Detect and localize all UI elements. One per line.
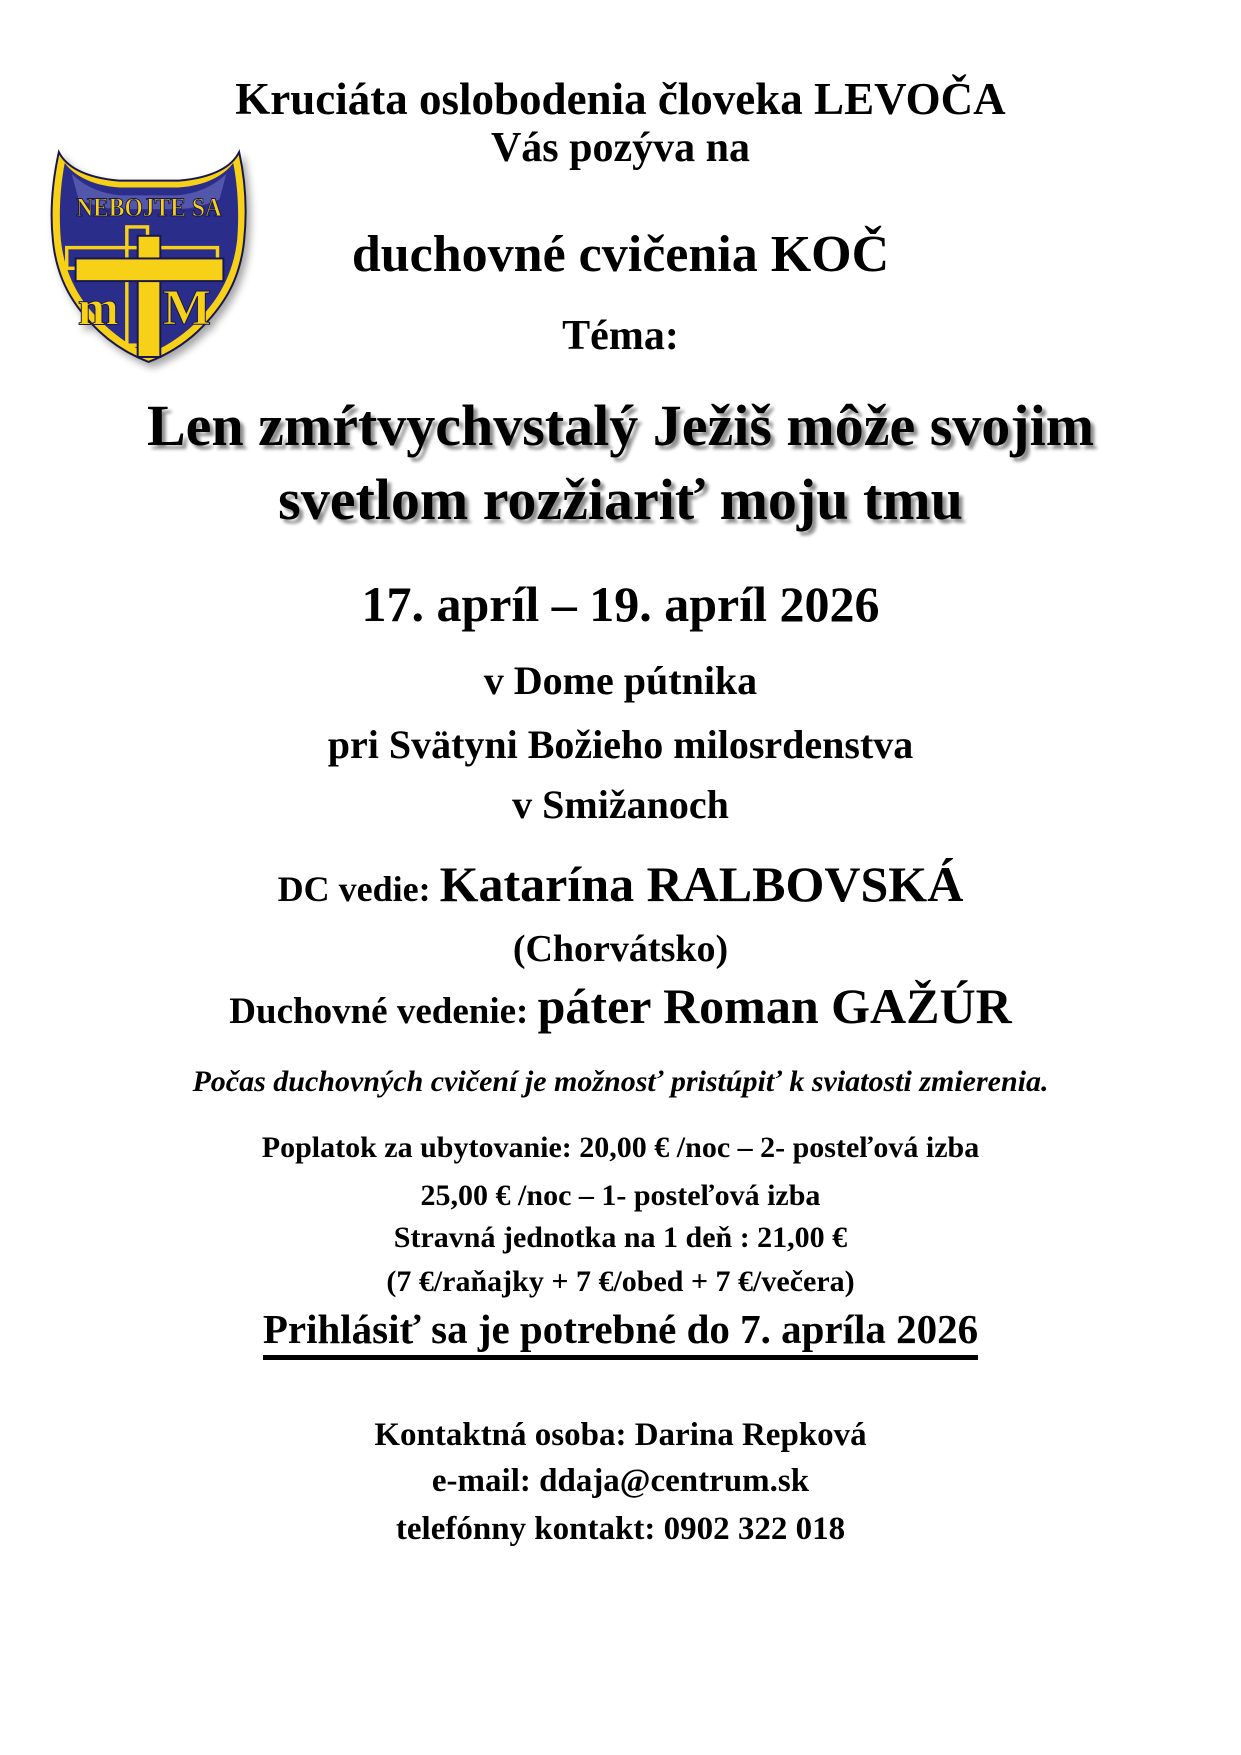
- price-line-3: Stravná jednotka na 1 deň : 21,00 €: [393, 1221, 848, 1254]
- spiritual-direction-line: [0, 980, 1241, 1033]
- spiritual-label: Duchovné vedenie:: [229, 991, 529, 1032]
- organization-title: Kruciáta oslobodenia človeka LEVOČA: [235, 74, 1006, 124]
- contact-phone: telefónny kontakt: 0902 322 018: [395, 1511, 846, 1547]
- leader-label: DC vedie:: [277, 869, 431, 909]
- contact-email: e-mail: ddaja@centrum.sk: [431, 1463, 810, 1499]
- leader-name: Katarína RALBOVSKÁ: [439, 856, 964, 912]
- event-dates: 17. apríl – 19. apríl 2026: [361, 576, 880, 632]
- theme-label: Téma:: [562, 313, 679, 359]
- leader-country: (Chorvátsko): [512, 928, 729, 970]
- theme-headline-line1: Len zmŕtvychvstalý Ježiš môže svojim: [146, 393, 1095, 458]
- venue-line-1: v Dome pútnika: [483, 658, 758, 703]
- venue-line-2: pri Svätyni Božieho milosrdenstva: [327, 722, 914, 767]
- registration-deadline-text: Prihlásiť sa je potrebné do 7. apríla 2026: [263, 1308, 978, 1360]
- registration-deadline: [0, 1308, 1241, 1360]
- price-line-1: Poplatok za ubytovanie: 20,00 € /noc – 2- posteľová izba: [261, 1131, 980, 1164]
- price-line-4: (7 €/raňajky + 7 €/obed + 7 €/večera): [386, 1265, 855, 1298]
- venue-line-3: v Smižanoch: [512, 782, 729, 827]
- event-title: duchovné cvičenia KOČ: [351, 226, 890, 283]
- logo-motto: NEBOJTE SA: [76, 192, 223, 223]
- logo-letter-m-capital: M: [162, 279, 212, 337]
- theme-headline-line2: svetlom rozžiariť moju tmu: [278, 467, 963, 532]
- spiritual-name: páter Roman GAŽÚR: [537, 978, 1012, 1034]
- leader-line: [0, 858, 1241, 911]
- confession-note: Počas duchovných cvičení je možnosť pristúpiť k sviatosti zmierenia.: [192, 1065, 1049, 1098]
- price-line-2: 25,00 € /noc – 1- posteľová izba: [420, 1179, 821, 1212]
- contact-person: Kontaktná osoba: Darina Repková: [374, 1417, 867, 1453]
- invitation-line: Vás pozýva na: [490, 125, 751, 171]
- logo-letter-m-small: m: [77, 280, 119, 336]
